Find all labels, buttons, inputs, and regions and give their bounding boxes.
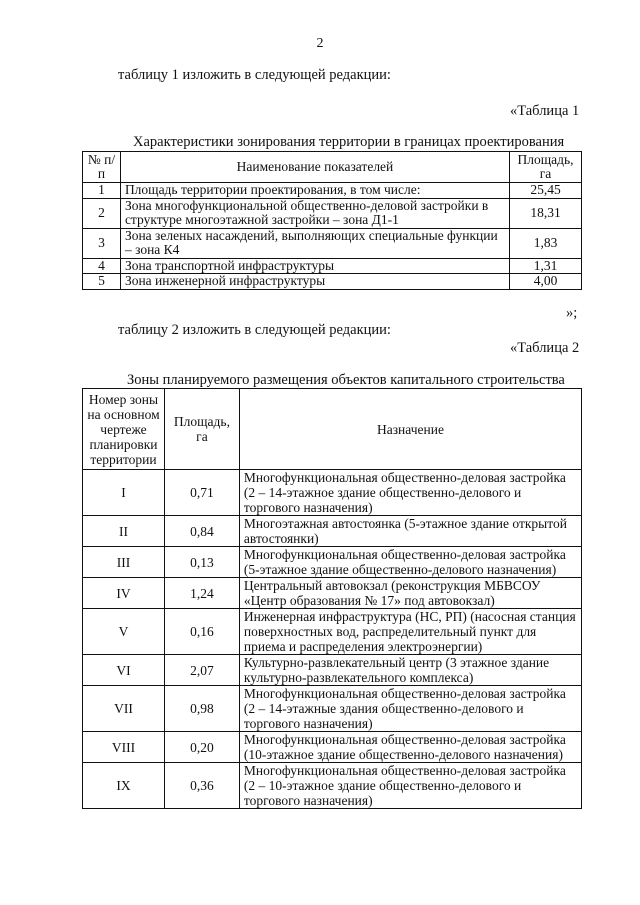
table2	[82, 388, 582, 809]
table2-cell-zone: V	[83, 609, 165, 655]
table1-cell-num: 1	[83, 183, 121, 199]
table2-cell-purpose: Многоэтажная автостоянка (5-этажное здание открытой автостоянки)	[239, 516, 581, 547]
table2-cell-area: 1,24	[164, 578, 239, 609]
table2-cell-zone: VIII	[83, 732, 165, 763]
table-row	[83, 183, 582, 199]
table1-cell-num: 2	[83, 198, 121, 228]
table1-header-num: № п/п	[83, 152, 121, 183]
table-row	[83, 470, 582, 516]
table1-cell-name: Зона зеленых насаждений, выполняющих специальные функции – зона К4	[120, 228, 509, 258]
table1-cell-area: 18,31	[510, 198, 582, 228]
table2-cell-area: 0,13	[164, 547, 239, 578]
table2-cell-purpose: Многофункциональная общественно-деловая застройка (2 – 10-этажное здание общественно-делового и торгового назначения)	[239, 763, 581, 809]
intro-table2: таблицу 2 изложить в следующей редакции:	[118, 322, 391, 338]
table2-cell-zone: III	[83, 547, 165, 578]
table-row	[83, 274, 582, 290]
table-row	[83, 228, 582, 258]
table2-cell-area: 2,07	[164, 655, 239, 686]
table-row	[83, 655, 582, 686]
table1-cell-name: Зона инженерной инфраструктуры	[120, 274, 509, 290]
table1-header-area: Площадь, га	[510, 152, 582, 183]
table-row	[83, 258, 582, 274]
closing-quote: »;	[566, 305, 578, 321]
table1	[82, 151, 582, 290]
table1-cell-num: 5	[83, 274, 121, 290]
table1-cell-num: 3	[83, 228, 121, 258]
table1-cell-area: 4,00	[510, 274, 582, 290]
table1-cell-name: Зона транспортной инфраструктуры	[120, 258, 509, 274]
table2-cell-area: 0,20	[164, 732, 239, 763]
table2-cell-purpose: Многофункциональная общественно-деловая застройка (10-этажное здание общественно-делового назначения)	[239, 732, 581, 763]
table1-reference: «Таблица 1	[510, 103, 580, 119]
table-row	[83, 609, 582, 655]
table2-header-area: Площадь, га	[164, 389, 239, 470]
table2-cell-purpose: Многофункциональная общественно-деловая застройка (2 – 14-этажные здания общественно-делового и торгового назначения)	[239, 686, 581, 732]
intro-table1: таблицу 1 изложить в следующей редакции:	[118, 67, 391, 83]
table2-header-purpose: Назначение	[239, 389, 581, 470]
table-row	[83, 516, 582, 547]
table2-cell-zone: VII	[83, 686, 165, 732]
table2-cell-purpose: Многофункциональная общественно-деловая застройка (2 – 14-этажное здание общественно-делового и торгового назначения)	[239, 470, 581, 516]
table2-cell-purpose: Инженерная инфраструктура (НС, РП) (насосная станция поверхностных вод, распределительный пункт для приема и распределения электроэнергии)	[239, 609, 581, 655]
table2-header-zone: Номер зоны на основном чертеже планировки территории	[83, 389, 165, 470]
table1-cell-name: Зона многофункциональной общественно-деловой застройки в структуре многоэтажной застройки – зона Д1-1	[120, 198, 509, 228]
table2-cell-zone: II	[83, 516, 165, 547]
table2-cell-zone: I	[83, 470, 165, 516]
table2-cell-zone: IV	[83, 578, 165, 609]
table-row	[83, 686, 582, 732]
table2-cell-area: 0,36	[164, 763, 239, 809]
table2-cell-area: 0,98	[164, 686, 239, 732]
table-row	[83, 578, 582, 609]
table2-cell-area: 0,71	[164, 470, 239, 516]
table2-cell-area: 0,16	[164, 609, 239, 655]
table2-cell-zone: IX	[83, 763, 165, 809]
table2-cell-area: 0,84	[164, 516, 239, 547]
table2-cell-purpose: Многофункциональная общественно-деловая застройка (5-этажное здание общественно-делового назначения)	[239, 547, 581, 578]
table-row	[83, 547, 582, 578]
table-row	[83, 198, 582, 228]
table1-caption: Характеристики зонирования территории в границах проектирования	[133, 134, 565, 150]
table1-header-name: Наименование показателей	[120, 152, 509, 183]
table1-cell-area: 1,31	[510, 258, 582, 274]
table2-cell-purpose: Культурно-развлекательный центр (3 этажное здание культурно-развлекательного комплекса)	[239, 655, 581, 686]
table2-header-row	[83, 389, 582, 470]
table-row	[83, 763, 582, 809]
table2-cell-zone: VI	[83, 655, 165, 686]
table-row	[83, 732, 582, 763]
table2-reference: «Таблица 2	[510, 340, 580, 356]
table2-caption: Зоны планируемого размещения объектов капитального строительства	[127, 372, 565, 388]
table2-cell-purpose: Центральный автовокзал (реконструкция МБВСОУ «Центр образования № 17» под автовокзал)	[239, 578, 581, 609]
table1-cell-num: 4	[83, 258, 121, 274]
table1-cell-area: 25,45	[510, 183, 582, 199]
page-number: 2	[316, 36, 324, 51]
table1-cell-name: Площадь территории проектирования, в том числе:	[120, 183, 509, 199]
table1-cell-area: 1,83	[510, 228, 582, 258]
table1-header-row	[83, 152, 582, 183]
